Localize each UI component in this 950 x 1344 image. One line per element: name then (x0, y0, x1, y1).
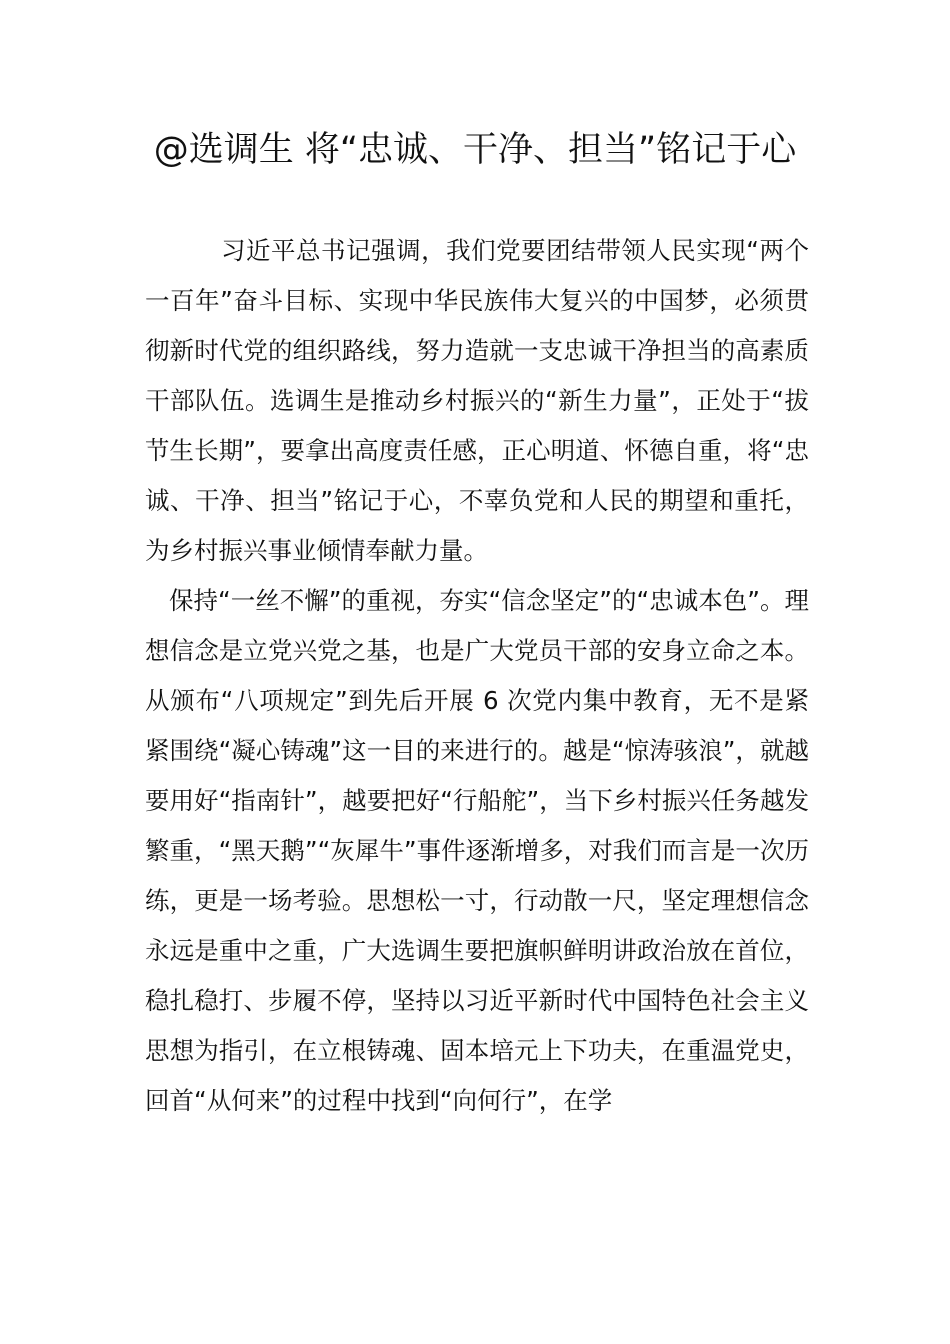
paragraph-intro: 习近平总书记强调，我们党要团结带领人民实现“两个一百年”奋斗目标、实现中华民族伟大复兴的中国梦，必须贯彻新时代党的组织路线，努力造就一支忠诚干净担当的高素质干部队伍。选调生是推动乡村振兴的“新生力量”，正处于“拔节生长期”，要拿出高度责任感，正心明道、怀德自重，将“忠诚、干净、担当”铭记于心，不辜负党和人民的期望和重托，为乡村振兴事业倾情奉献力量。 (145, 236, 809, 565)
document-title: @选调生 将“忠诚、干净、担当”铭记于心 (153, 130, 797, 170)
document-body (145, 226, 809, 1126)
paragraph-loyalty: 保持“一丝不懈”的重视，夯实“信念坚定”的“忠诚本色”。理想信念是立党兴党之基，也是广大党员干部的安身立命之本。从颁布“八项规定”到先后开展 6 次党内集中教育，无不是紧紧围绕“凝心铸魂”这一目的来进行的。越是“惊涛骇浪”，就越要用好“指南针”，越要把好“行船舵”，当下乡村振兴任务越发繁重，“黑天鹅”“灰犀牛”事件逐渐增多，对我们而言是一次历练，更是一场考验。思想松一寸，行动散一尺，坚定理想信念永远是重中之重，广大选调生要把旗帜鲜明讲政治放在首位，稳扎稳打、步履不停，坚持以习近平新时代中国特色社会主义思想为指引，在立根铸魂、固本培元上下功夫，在重温党史，回首“从何来”的过程中找到“向何行”，在学 (145, 586, 809, 1115)
